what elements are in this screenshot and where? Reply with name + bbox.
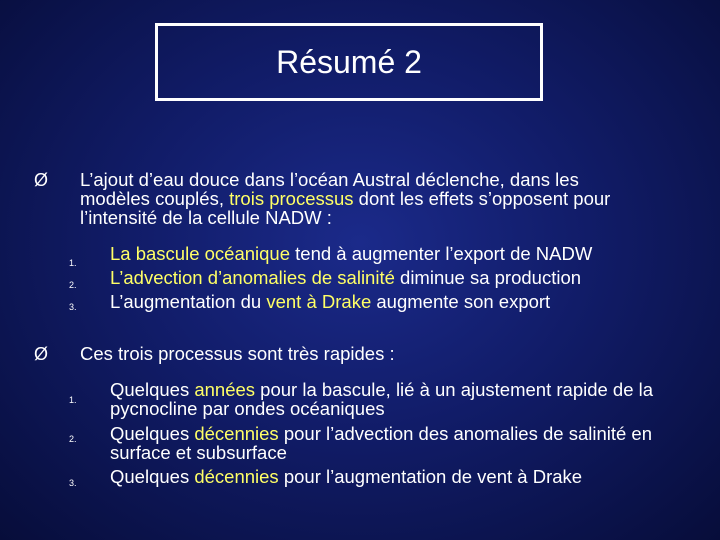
list-number: 1. bbox=[69, 395, 77, 405]
list-number: 3. bbox=[69, 302, 77, 312]
list-item: L’augmentation du vent à Drake augmente son export bbox=[110, 291, 551, 312]
list-item: L’advection d’anomalies de salinité diminue sa production bbox=[110, 267, 582, 288]
list-number: 2. bbox=[69, 280, 77, 290]
list-number: 2. bbox=[69, 434, 77, 444]
bullet-arrow-icon: Ø bbox=[34, 344, 49, 364]
list-number: 3. bbox=[69, 478, 77, 488]
section1-text: L’ajout d’eau douce dans l’océan Austral déclenche, dans les modèles couplés, trois processus dont les effets s’opposent pour l’intensité de la cellule NADW : bbox=[80, 169, 611, 228]
section2-text: Ces trois processus sont très rapides : bbox=[80, 343, 395, 364]
title-box bbox=[155, 23, 543, 101]
section1-highlight: trois processus bbox=[229, 188, 354, 209]
list-number: 1. bbox=[69, 258, 77, 268]
slide-title: Résumé 2 bbox=[276, 43, 422, 80]
list-item: Quelques décennies pour l’augmentation de vent à Drake bbox=[110, 466, 583, 487]
list-item: La bascule océanique tend à augmenter l’export de NADW bbox=[110, 243, 593, 264]
bullet-arrow-icon: Ø bbox=[34, 170, 49, 190]
list-item: Quelques décennies pour l’advection des anomalies de salinité en surface et subsurface bbox=[110, 423, 653, 463]
list-item: Quelques années pour la bascule, lié à un ajustement rapide de la pycnocline par ondes océaniques bbox=[110, 379, 654, 419]
